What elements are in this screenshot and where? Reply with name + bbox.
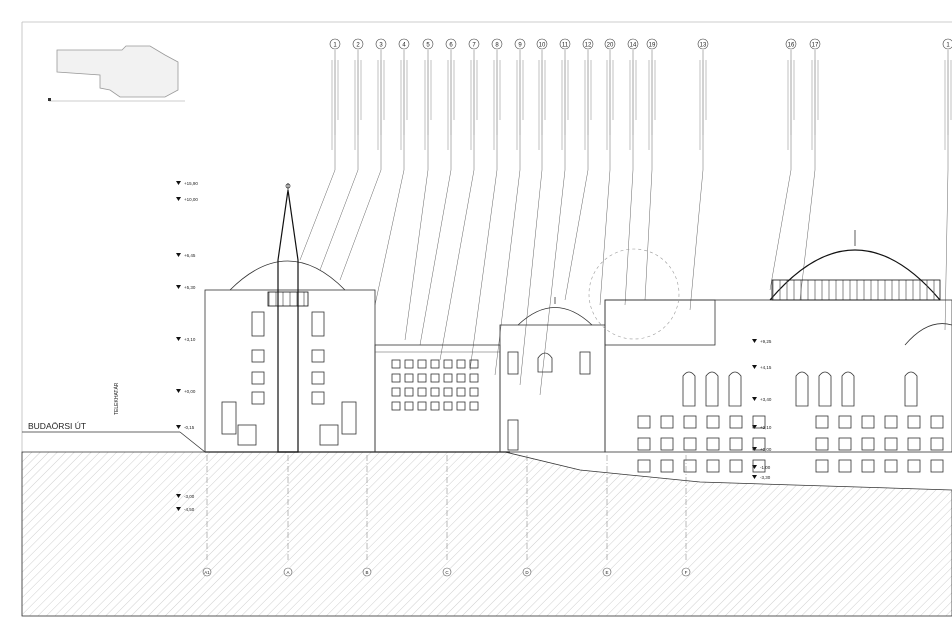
- callout-number: 4: [402, 42, 406, 49]
- level-value: +0,00: [184, 389, 196, 394]
- callout-marker: [340, 39, 386, 280]
- callout-marker: [625, 39, 638, 305]
- callout-number: 14: [629, 42, 637, 49]
- level-marker: [176, 253, 196, 258]
- callout-number: 1: [333, 42, 337, 49]
- level-marker: [176, 337, 196, 342]
- level-value: +15,90: [184, 181, 198, 186]
- small-dome-tower: [500, 297, 605, 452]
- callout-number: 12: [584, 42, 592, 49]
- level-value: -1,00: [760, 465, 771, 470]
- callout-marker: [300, 39, 340, 260]
- level-marker: [176, 181, 198, 186]
- callout-number: 2: [356, 42, 360, 49]
- callout-marker: [420, 39, 456, 345]
- callout-marker: [470, 39, 502, 370]
- callout-number: 6: [449, 42, 453, 49]
- level-value: +9,25: [760, 339, 772, 344]
- callout-number: 7: [472, 42, 476, 49]
- level-value: +4,15: [760, 365, 772, 370]
- axis-label: D: [525, 570, 529, 575]
- level-marker: [176, 285, 196, 290]
- callout-number: 9: [518, 42, 522, 49]
- callout-marker: [540, 39, 570, 395]
- callout-number: 1: [946, 42, 950, 49]
- axis-label: A: [286, 570, 290, 575]
- axis-label: E: [605, 570, 609, 575]
- callout-number: 19: [648, 42, 656, 49]
- level-marker: [752, 475, 771, 480]
- callout-marker: [645, 39, 657, 300]
- callout-number: 5: [426, 42, 430, 49]
- level-value: +3,10: [184, 337, 196, 342]
- axis-label: C: [445, 570, 449, 575]
- callout-number: 13: [699, 42, 707, 49]
- level-value: +10,00: [184, 197, 198, 202]
- callout-marker: [943, 39, 952, 330]
- level-marker: [176, 197, 198, 202]
- level-value: +2,10: [760, 425, 772, 430]
- level-marker: [752, 465, 771, 470]
- callout-marker: [800, 39, 820, 300]
- axis-label: B: [365, 570, 369, 575]
- minaret-building: [205, 183, 375, 452]
- level-value: -3,00: [184, 494, 195, 499]
- ground-section: [22, 432, 952, 616]
- level-value: +3,40: [760, 397, 772, 402]
- callout-marker: [690, 39, 708, 310]
- level-marker: [176, 425, 195, 430]
- callout-number: 8: [495, 42, 499, 49]
- level-marker: [176, 389, 196, 394]
- level-value: -4,50: [184, 507, 195, 512]
- callout-number: 20: [606, 42, 614, 49]
- callout-number: 11: [561, 42, 569, 49]
- callout-number: 17: [811, 42, 819, 49]
- callout-marker: [600, 39, 615, 305]
- level-value: +0,00: [760, 447, 772, 452]
- level-markers-right: [752, 339, 772, 480]
- level-marker: [752, 425, 772, 430]
- callout-number: 16: [787, 42, 795, 49]
- callout-number: 3: [379, 42, 383, 49]
- level-value: +5,30: [184, 285, 196, 290]
- middle-block: [375, 345, 500, 452]
- level-marker: [752, 397, 772, 402]
- level-value: -0,15: [184, 425, 195, 430]
- level-marker: [752, 339, 772, 344]
- level-marker: [752, 365, 772, 370]
- key-plan: [48, 46, 185, 101]
- level-value: -3,30: [760, 475, 771, 480]
- callout-group: [300, 39, 952, 395]
- axis-label: A1: [204, 570, 210, 575]
- level-value: +6,45: [184, 253, 196, 258]
- minaret-windows: [222, 312, 356, 445]
- callout-marker: [520, 39, 547, 385]
- callout-marker: [565, 39, 593, 300]
- street-label: BUDAÖRSI ÚT: [28, 421, 87, 431]
- axis-label: F: [684, 570, 688, 575]
- level-marker: [752, 447, 772, 452]
- boundary-label: TELEKHATÁR: [114, 382, 120, 415]
- callout-marker: [770, 39, 796, 290]
- callout-number: 10: [538, 42, 546, 49]
- main-hall: [589, 230, 952, 472]
